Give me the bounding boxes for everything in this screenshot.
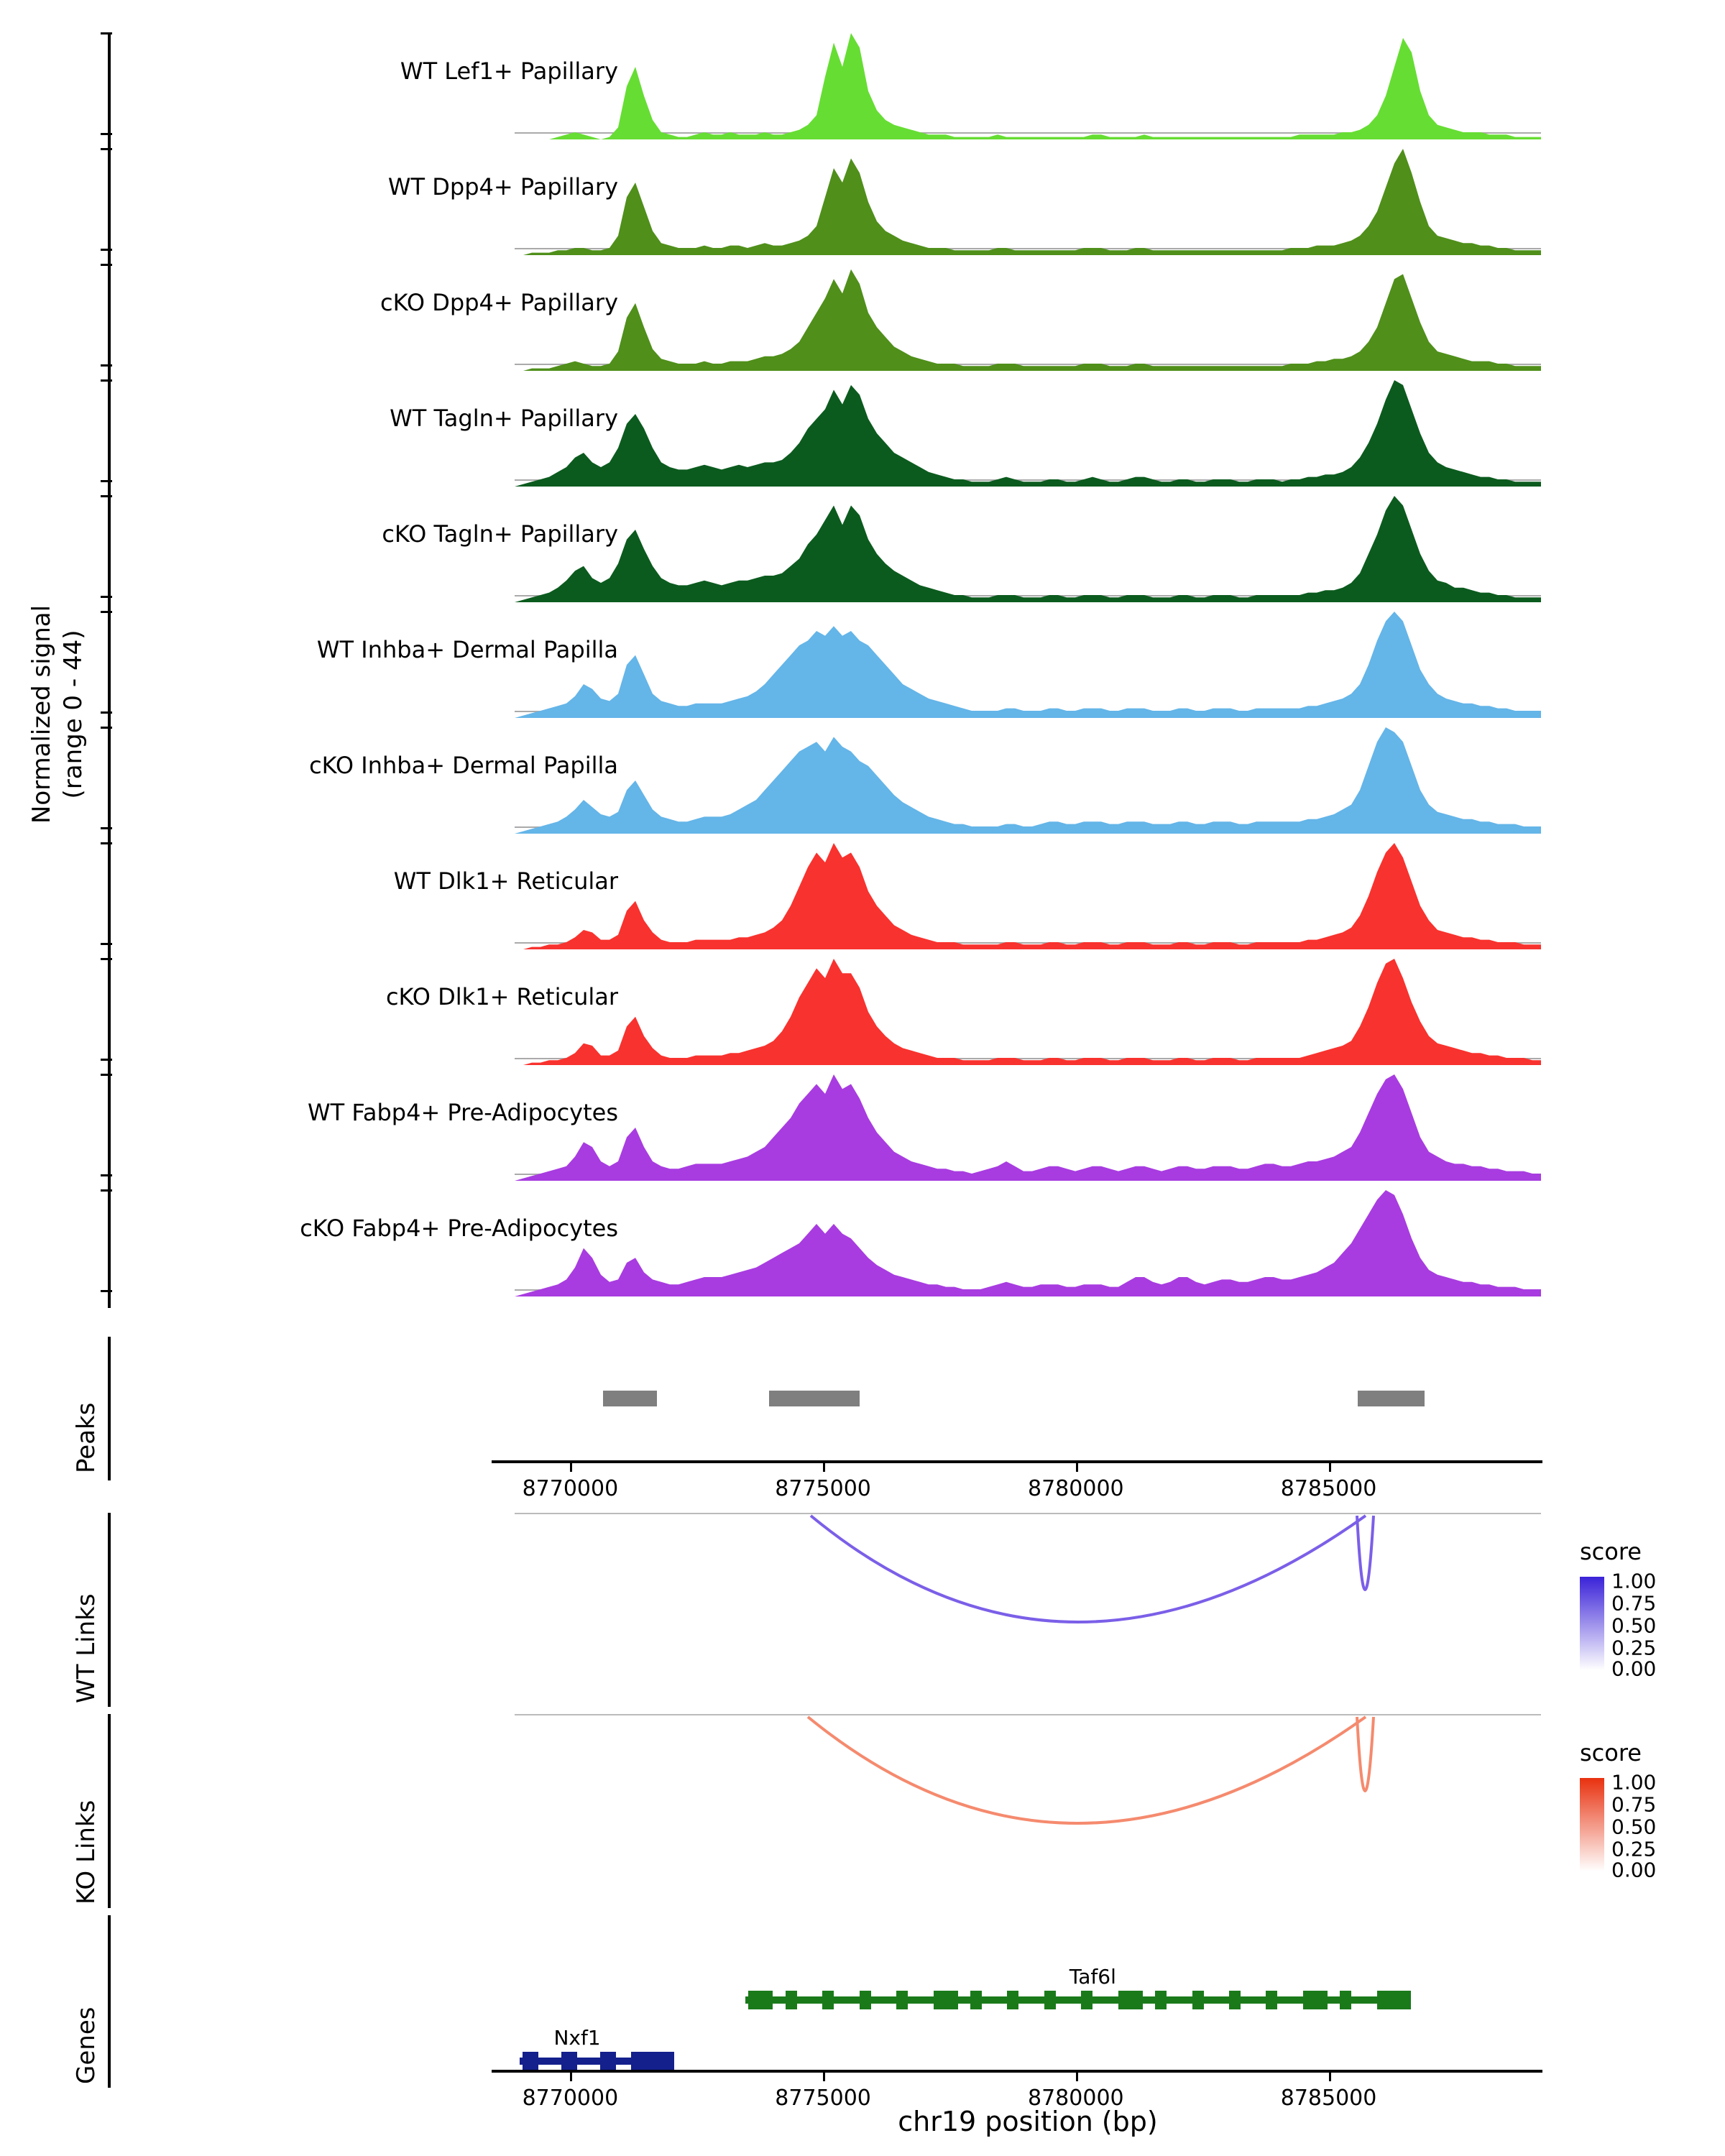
x-axis-tick <box>823 1463 825 1472</box>
legend-tick: 1.00 <box>1611 1770 1657 1795</box>
gene-exon <box>786 1991 797 2009</box>
x-axis-tick <box>1076 2073 1078 2081</box>
gene-exon <box>1118 1991 1143 2009</box>
track-signal-plot <box>515 149 1541 255</box>
wt-legend-ticks <box>1611 1569 1698 1681</box>
coverage-track <box>0 1070 1725 1185</box>
gene-exon <box>523 2052 538 2070</box>
gene-exon <box>1044 1991 1056 2009</box>
track-label: WT Dlk1+ Reticular <box>393 867 618 895</box>
ko-links-section-label: KO Links <box>72 1800 101 1904</box>
legend-tick: 0.50 <box>1611 1815 1657 1839</box>
ko-legend-colorbar <box>1580 1778 1604 1871</box>
x-axis-tick-label: 8785000 <box>1280 2086 1377 2111</box>
track-label: cKO Inhba+ Dermal Papilla <box>309 752 618 779</box>
legend-tick: 0.25 <box>1611 1636 1657 1660</box>
coverage-track <box>0 260 1725 375</box>
wt-legend-colorbar <box>1580 1577 1604 1670</box>
track-label: cKO Fabp4+ Pre-Adipocytes <box>300 1215 618 1242</box>
peaks-axis-spine <box>108 1337 111 1480</box>
signal-area <box>515 1190 1541 1296</box>
x-axis-tick-label: 8770000 <box>522 1476 619 1501</box>
gene-exon <box>1155 1991 1167 2009</box>
coverage-track <box>0 954 1725 1069</box>
gene-exon <box>970 1991 982 2009</box>
track-signal-plot <box>515 612 1541 718</box>
legend-tick: 0.25 <box>1611 1837 1657 1861</box>
x-axis-tick-label: 8775000 <box>775 1476 871 1501</box>
signal-area <box>515 380 1541 487</box>
signal-area <box>515 612 1541 718</box>
ko-links-legend <box>1580 1739 1724 1881</box>
gene-exon <box>1081 1991 1092 2009</box>
x-axis-title: chr19 position (bp) <box>898 2106 1158 2137</box>
gene-exon <box>1229 1991 1241 2009</box>
wt-links-axis-spine <box>108 1513 111 1707</box>
wt-links-curves <box>515 1513 1541 1707</box>
ko-legend-title: score <box>1580 1739 1642 1766</box>
wt-links-legend <box>1580 1538 1724 1680</box>
track-label: WT Dpp4+ Papillary <box>387 173 618 201</box>
signal-area <box>515 33 1541 139</box>
track-signal-plot <box>515 1190 1541 1296</box>
coverage-track <box>0 839 1725 954</box>
peak-region <box>1358 1391 1425 1406</box>
signal-area <box>515 959 1541 1065</box>
peak-region <box>769 1391 860 1406</box>
gene-exon <box>631 2052 674 2070</box>
track-label: cKO Dpp4+ Papillary <box>380 289 618 316</box>
track-signal-plot <box>515 496 1541 602</box>
signal-area <box>515 149 1541 255</box>
gene-exon <box>822 1991 834 2009</box>
gene-exon <box>934 1991 958 2009</box>
coverage-track <box>0 1186 1725 1301</box>
track-label: WT Inhba+ Dermal Papilla <box>316 636 618 663</box>
track-signal-plot <box>515 843 1541 949</box>
x-axis-tick <box>823 2073 825 2081</box>
signal-area <box>515 264 1541 371</box>
gene-label: Nxf1 <box>553 2026 601 2050</box>
y-axis-label: Normalized signal (range 0 - 44) <box>27 604 88 824</box>
peak-region <box>603 1391 657 1406</box>
legend-tick: 0.00 <box>1611 1858 1657 1882</box>
signal-area <box>515 843 1541 949</box>
x-axis-lower-line <box>492 2070 1542 2073</box>
track-label: WT Tagln+ Papillary <box>390 405 618 432</box>
track-label: cKO Tagln+ Papillary <box>382 520 618 548</box>
gene-exon <box>1385 1991 1411 2009</box>
genes-track <box>515 1915 1541 2088</box>
ko-links-curves <box>515 1714 1541 1908</box>
gene-exon <box>561 2052 577 2070</box>
gene-label: Taf6l <box>1069 1965 1116 1989</box>
legend-tick: 0.50 <box>1611 1613 1657 1638</box>
x-axis-tick <box>1329 2073 1331 2081</box>
legend-tick: 0.75 <box>1611 1792 1657 1817</box>
gene-exon <box>860 1991 871 2009</box>
coverage-track <box>0 144 1725 259</box>
gene-exon <box>1340 1991 1351 2009</box>
legend-tick: 1.00 <box>1611 1569 1657 1593</box>
x-axis-tick <box>570 2073 572 2081</box>
gene-exon <box>1303 1991 1328 2009</box>
coverage-track <box>0 607 1725 722</box>
x-axis-tick-label: 8770000 <box>522 2086 619 2111</box>
coverage-track <box>0 29 1725 144</box>
peaks-section-label: Peaks <box>72 1402 101 1473</box>
signal-area <box>515 496 1541 602</box>
x-axis-tick-label: 8780000 <box>1028 1476 1124 1501</box>
gene-exon <box>1007 1991 1018 2009</box>
track-label: WT Lef1+ Papillary <box>400 57 618 85</box>
genes-section-label: Genes <box>72 2007 101 2084</box>
track-signal-plot <box>515 33 1541 139</box>
ko-legend-ticks <box>1611 1770 1698 1882</box>
x-axis-upper-line <box>492 1460 1542 1463</box>
legend-tick: 0.00 <box>1611 1657 1657 1681</box>
x-axis-tick <box>1076 1463 1078 1472</box>
ko-links-track <box>515 1714 1541 1908</box>
x-axis-tick <box>1329 1463 1331 1472</box>
x-axis-tick <box>570 1463 572 1472</box>
wt-legend-title: score <box>1580 1538 1642 1565</box>
legend-tick: 0.75 <box>1611 1591 1657 1616</box>
track-signal-plot <box>515 959 1541 1065</box>
x-axis-tick-label: 8785000 <box>1280 1476 1377 1501</box>
gene-exon <box>1192 1991 1204 2009</box>
gene-exon <box>600 2052 616 2070</box>
signal-area <box>515 1074 1541 1181</box>
track-label: cKO Dlk1+ Reticular <box>385 983 618 1010</box>
x-axis-tick-label: 8775000 <box>775 2086 871 2111</box>
track-signal-plot <box>515 264 1541 371</box>
genes-axis-spine <box>108 1915 111 2088</box>
wt-links-track <box>515 1513 1541 1707</box>
gene-exon <box>896 1991 908 2009</box>
ko-links-axis-spine <box>108 1714 111 1908</box>
peaks-track <box>515 1337 1541 1480</box>
coverage-track <box>0 723 1725 838</box>
track-label: WT Fabp4+ Pre-Adipocytes <box>308 1099 618 1126</box>
coverage-track <box>0 492 1725 607</box>
track-signal-plot <box>515 727 1541 834</box>
signal-area <box>515 727 1541 834</box>
track-signal-plot <box>515 1074 1541 1181</box>
wt-links-section-label: WT Links <box>72 1593 101 1703</box>
coverage-track <box>0 376 1725 491</box>
gene-exon <box>1266 1991 1277 2009</box>
x-axis-tick-label: 8780000 <box>1028 2086 1124 2111</box>
gene-exon <box>748 1991 773 2009</box>
track-signal-plot <box>515 380 1541 487</box>
